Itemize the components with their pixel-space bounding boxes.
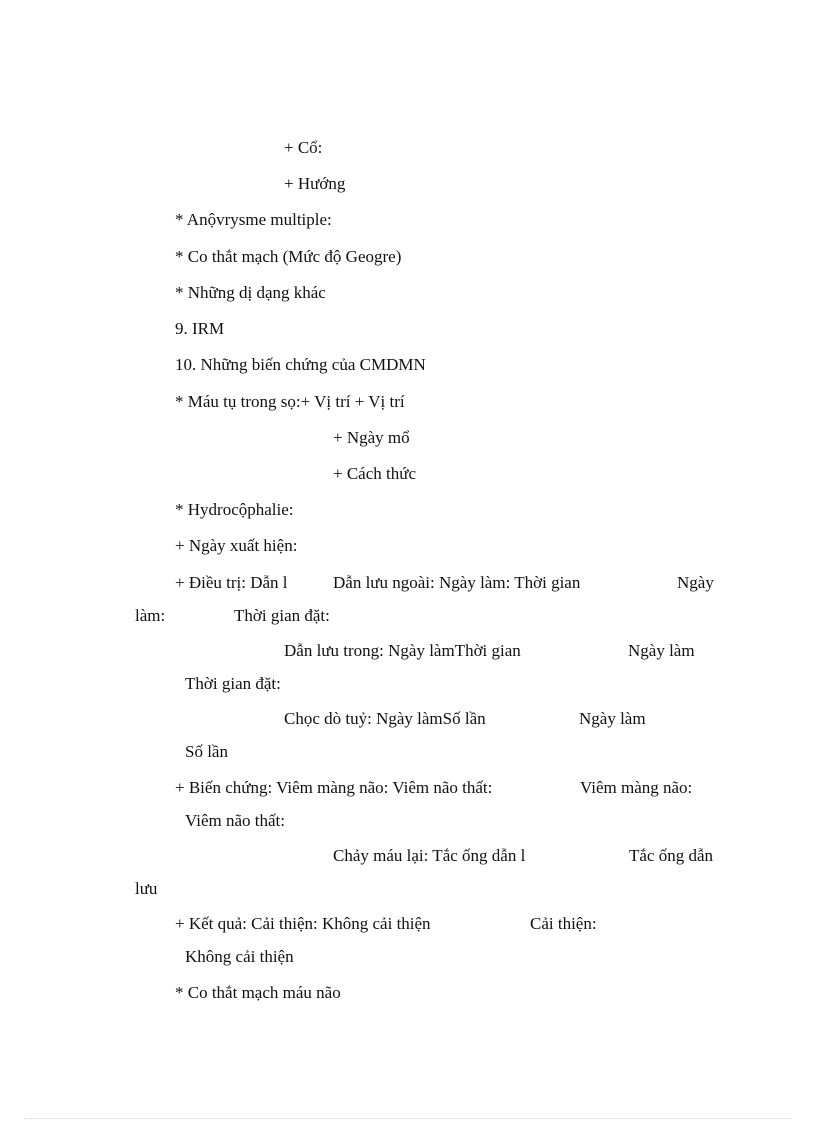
item-luu-wrap: lưu	[135, 879, 158, 898]
item-tac-ong-dan: Tắc ống dẫn	[629, 846, 714, 865]
item-viem-nao-that: Viêm não thất:	[185, 811, 286, 830]
item-di-dang-khac: * Những dị dạng khác	[175, 283, 326, 302]
item-ngay-lam-3: Ngày làm	[579, 709, 646, 728]
item-thoi-gian-dat-2: Thời gian đặt:	[185, 674, 281, 693]
item-lam-wrap: làm:	[135, 606, 166, 625]
item-ngay-mo: + Ngày mổ	[333, 428, 410, 447]
item-huong: + Hướng	[284, 174, 346, 193]
item-bien-chung: + Biến chứng: Viêm màng não: Viêm não thất:	[175, 778, 493, 797]
item-chay-mau-lai: Chảy máu lại: Tắc ống dẫn l	[333, 846, 526, 865]
page-bottom-divider	[24, 1118, 792, 1119]
item-co-that-mach: * Co thắt mạch (Mức độ Geogre)	[175, 247, 402, 266]
item-mau-tu-trong-so: * Máu tụ trong sọ:+ Vị trí + Vị trí	[175, 392, 405, 411]
item-choc-do-tuy: Chọc dò tuỷ: Ngày làmSố lần	[284, 709, 486, 728]
item-so-lan: Số lần	[185, 742, 228, 761]
item-ngay-lam-2: Ngày làm	[628, 641, 695, 660]
item-ngay-xuat-hien: + Ngày xuất hiện:	[175, 536, 298, 555]
section-irm: 9. IRM	[175, 319, 225, 338]
item-viem-mang-nao: Viêm màng não:	[580, 778, 693, 797]
item-dan-luu-ngoai: Dẫn lưu ngoài: Ngày làm: Thời gian	[333, 573, 581, 592]
item-ngay-wrap: Ngày	[677, 573, 714, 592]
item-dan-luu-trong: Dẫn lưu trong: Ngày làmThời gian	[284, 641, 521, 660]
item-dieu-tri: + Điều trị: Dẫn l	[175, 573, 288, 592]
item-anevrysme-multiple: * Anộvrysme multiple:	[175, 210, 332, 229]
item-cai-thien: Cải thiện:	[530, 914, 597, 933]
item-hydrocephalie: * Hydrocộphalie:	[175, 500, 294, 519]
section-bien-chung-heading: 10. Những biến chứng của CMDMN	[175, 355, 426, 374]
item-thoi-gian-dat-1: Thời gian đặt:	[234, 606, 330, 625]
item-co: + Cổ:	[284, 138, 323, 157]
item-khong-cai-thien: Không cải thiện	[185, 947, 294, 966]
item-ket-qua: + Kết quả: Cải thiện: Không cải thiện	[175, 914, 431, 933]
item-co-that-mach-mau-nao: * Co thắt mạch máu não	[175, 983, 341, 1002]
item-cach-thuc: + Cách thức	[333, 464, 416, 483]
